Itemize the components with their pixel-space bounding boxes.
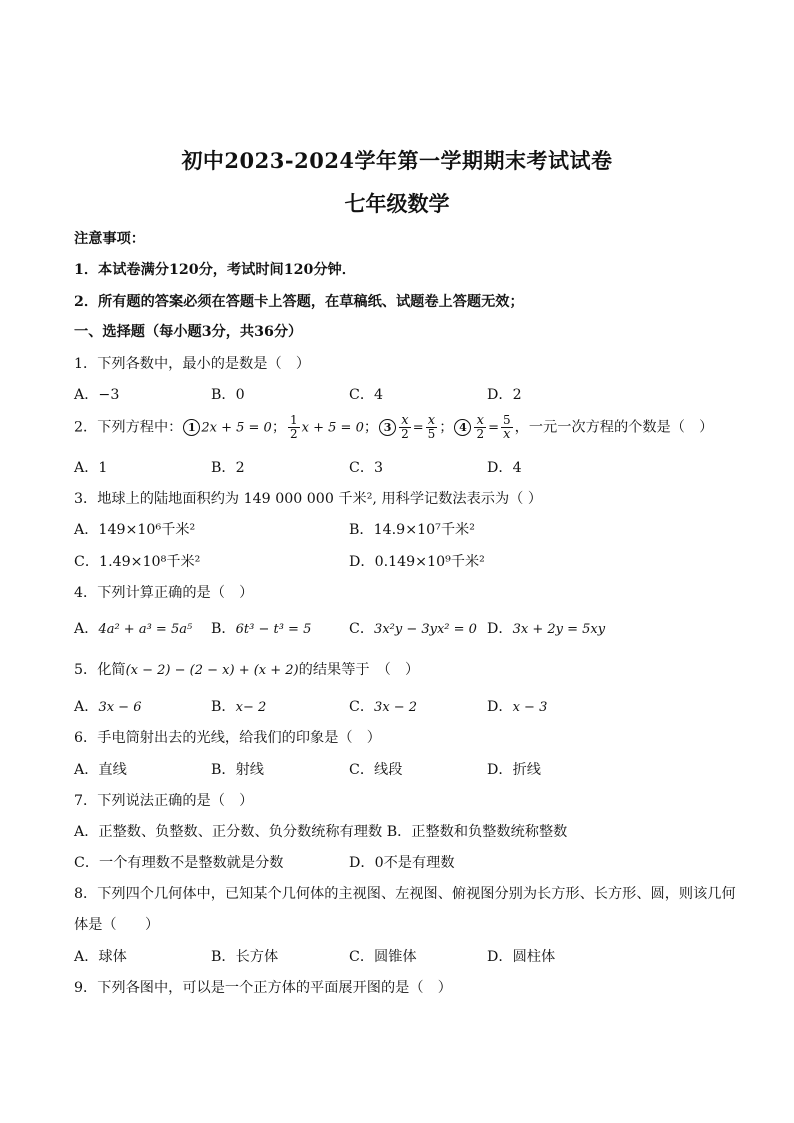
q2-option-a: A．1: [74, 460, 108, 476]
section-heading: 一、选择题（每小题3分，共36分）: [74, 324, 303, 340]
q5-option-a: A．3x − 6: [74, 699, 142, 715]
exam-subtitle: 七年级数学: [344, 191, 450, 216]
circled-3: 3: [379, 419, 396, 436]
q5-option-d: D．x − 3: [487, 699, 548, 715]
q8-stem-2: 体是（ ）: [74, 917, 160, 933]
q5-option-b: B．x− 2: [211, 699, 267, 715]
q2-frac-x2b: $\frac{x}{2}$: [476, 413, 485, 441]
q5-option-c: C．3x − 2: [349, 699, 418, 715]
q1-option-d: D．2: [487, 387, 522, 403]
q1-option-b: B．0: [211, 387, 245, 403]
q9-stem: 9．下列各图中，可以是一个正方体的平面展开图的是（ ）: [74, 980, 452, 996]
q3-option-a: A．149×10⁶千米²: [74, 522, 196, 538]
q8-stem-1: 8．下列四个几何体中，已知某个几何体的主视图、左视图、俯视图分别为长方形、长方形、圆，则该几何: [74, 886, 736, 902]
q6-option-d: D．折线: [487, 762, 541, 778]
q5-expression: (x − 2) − (2 − x) + (x + 2): [125, 663, 299, 678]
q1-option-a: A．−3: [74, 387, 120, 403]
exam-title: 初中2023-2024学年第一学期期末考试试卷: [181, 148, 613, 173]
q2-frac-x5: $\frac{x}{5}$: [427, 413, 436, 441]
q2-frac-half: $\frac{1}{2}$: [290, 413, 298, 441]
q2-stem: 2．下列方程中： 1 2x + 5 = 0； $\frac{1}{2}$ x + 5 = 0； 3 $\frac{x}{2}$ = $\frac{x}{5}$ ； 4 $\frac{x}{2}$ = $\frac{5}{x}$ ，一元一次方程的个数是（ ）: [74, 413, 714, 442]
q2-frac-5x: $\frac{5}{x}$: [503, 413, 511, 442]
q1-stem: 1．下列各数中，最小的是数是（ ）: [74, 356, 311, 372]
q1-option-c: C．4: [349, 387, 384, 403]
q4-stem: 4．下列计算正确的是（ ）: [74, 585, 254, 601]
q6-option-a: A．直线: [74, 762, 127, 778]
q3-option-d: D．0.149×10⁹千米²: [349, 554, 485, 570]
q2-eq2: x + 5 = 0: [301, 420, 364, 436]
q3-option-b: B．14.9×10⁷千米²: [349, 522, 475, 538]
q6-stem: 6．手电筒射出去的光线，给我们的印象是（ ）: [74, 730, 381, 746]
notes-heading: 注意事项：: [74, 231, 145, 247]
q2-option-b: B．2: [211, 460, 245, 476]
q4-option-c: C．3x²y − 3yx² = 0: [349, 621, 477, 637]
q4-option-b: B．6t³ − t³ = 5: [211, 621, 312, 637]
q8-option-d: D．圆柱体: [487, 949, 556, 965]
circled-4: 4: [454, 419, 471, 436]
q2-frac-x2: $\frac{x}{2}$: [401, 413, 409, 441]
circled-1: 1: [183, 419, 200, 436]
note-2: 2．所有题的答案必须在答题卡上答题，在草稿纸、试题卷上答题无效；: [74, 294, 524, 310]
q2-option-c: C．3: [349, 460, 384, 476]
q4-option-a: A．4a² + a³ = 5a⁵: [74, 621, 193, 637]
q7-option-d: D．0不是有理数: [349, 855, 455, 871]
q8-option-b: B．长方体: [211, 949, 279, 965]
q2-prefix: 2．下列方程中：: [74, 419, 183, 436]
q2-eq1: 2x + 5 = 0: [201, 420, 272, 436]
q8-option-c: C．圆锥体: [349, 949, 417, 965]
q3-stem: 3．地球上的陆地面积约为 149 000 000 千米², 用科学记数法表示为（ ）: [74, 491, 543, 507]
note-1: 1．本试卷满分120分，考试时间120分钟．: [74, 262, 356, 278]
q7-option-c: C．一个有理数不是整数就是分数: [74, 855, 284, 871]
q2-option-d: D．4: [487, 460, 522, 476]
q5-stem: 5．化简(x − 2) − (2 − x) + (x + 2)的结果等于 （ ）: [74, 662, 420, 678]
q7-option-ab: A．正整数、负整数、正分数、负分数统称有理数 B．正整数和负整数统称整数: [74, 824, 568, 840]
q4-option-d: D．3x + 2y = 5xy: [487, 621, 606, 637]
q6-option-c: C．线段: [349, 762, 403, 778]
q6-option-b: B．射线: [211, 762, 264, 778]
q7-stem: 7．下列说法正确的是（ ）: [74, 793, 254, 809]
q3-option-c: C．1.49×10⁸千米²: [74, 554, 201, 570]
q2-suffix: ，一元一次方程的个数是（ ）: [514, 419, 714, 436]
q8-option-a: A．球体: [74, 949, 127, 965]
